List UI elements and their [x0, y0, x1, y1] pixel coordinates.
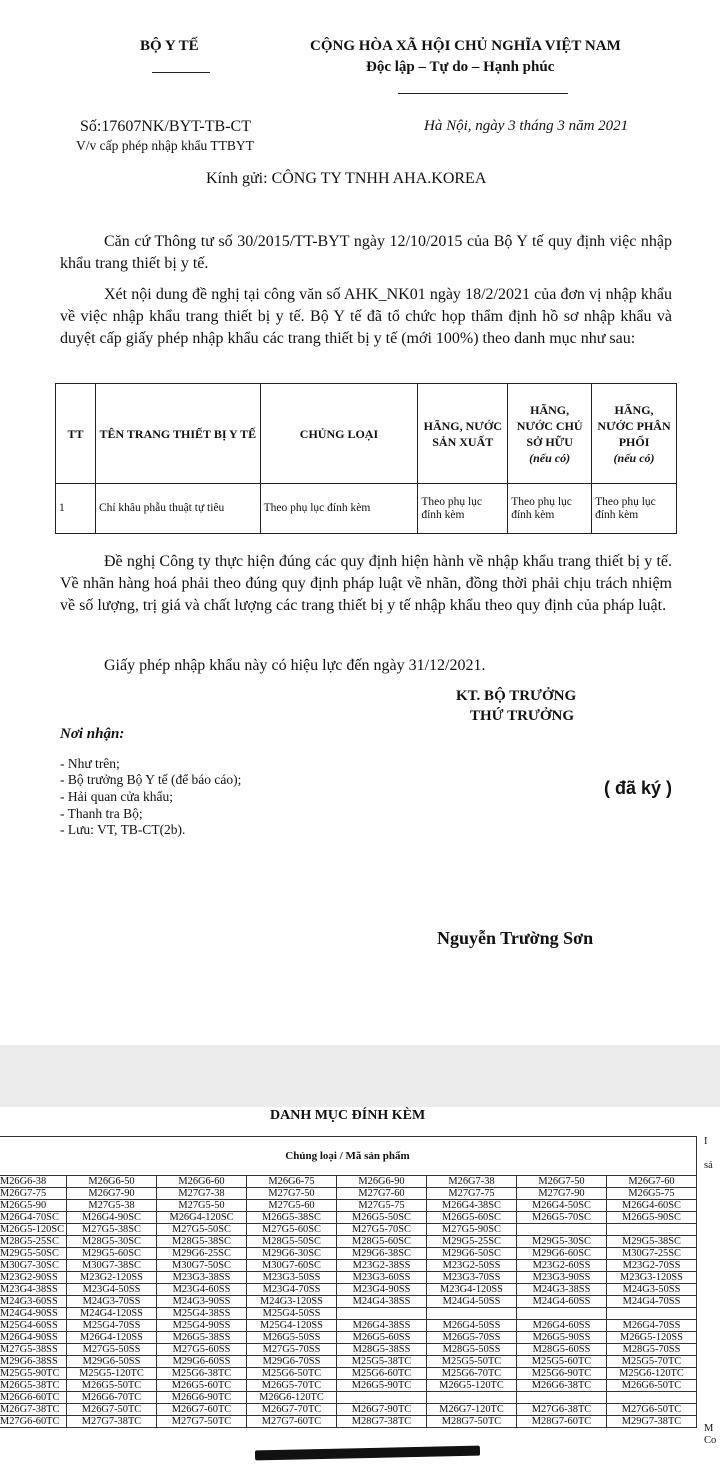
annex-cell: M30G7-25SC: [607, 1248, 697, 1260]
doc-subject: V/v cấp phép nhập khẩu TTBYT: [76, 138, 254, 153]
annex-cell: M26G5-60SS: [337, 1332, 427, 1344]
cell-owner: Theo phụ lục đính kèm: [508, 484, 592, 534]
annex-cell: M24G3-50SS: [607, 1284, 697, 1296]
annex-cell: M26G4-90SS: [0, 1332, 67, 1344]
annex-cell: M25G5-38TC: [337, 1356, 427, 1368]
recipient-item: - Hải quan cửa khẩu;: [60, 789, 174, 804]
annex-cell: M23G4-60SS: [157, 1284, 247, 1296]
annex-row: [0, 1380, 697, 1392]
annex-row: [0, 1188, 697, 1200]
annex-cell: M26G5-120TC: [427, 1380, 517, 1392]
annex-cell: M24G3-120SS: [247, 1296, 337, 1308]
annex-cell: [337, 1392, 427, 1404]
cell-device-name: Chỉ khâu phẫu thuật tự tiêu: [95, 484, 260, 534]
annex-cell: M28G5-38SC: [157, 1236, 247, 1248]
signer-name: Nguyễn Trường Sơn: [437, 928, 594, 948]
annex-row: [0, 1308, 697, 1320]
annex-cell: M23G2-60SS: [517, 1260, 607, 1272]
annex-cell: M27G5-38SS: [0, 1344, 67, 1356]
annex-row: [0, 1320, 697, 1332]
annex-cell: M24G4-60SS: [517, 1296, 607, 1308]
annex-cell: M26G6-120TC: [247, 1392, 337, 1404]
annex-cell: M28G5-60SC: [337, 1236, 427, 1248]
annex-cell: M29G7-38TC: [607, 1416, 697, 1428]
annex-cell: M30G7-50SC: [157, 1260, 247, 1272]
annex-cell: M29G6-70SS: [247, 1356, 337, 1368]
annex-cell: M24G4-90SS: [0, 1308, 67, 1320]
annex-cell: M26G5-50SC: [337, 1212, 427, 1224]
annex-cell: M26G5-70SS: [427, 1332, 517, 1344]
annex-cell: M24G4-70SS: [607, 1296, 697, 1308]
annex-cell: M28G5-25SC: [0, 1236, 67, 1248]
paragraph-review: Xét nội dung đề nghị tại công văn số AHK_NK01 ngày 18/2/2021 của đơn vị nhập khẩu về việc nhập khẩu trang thiết bị y tế. Bộ Y tế đã tổ chức họp thẩm định hồ sơ nhập khẩu và duyệt cấp giấy phép nhập khẩu các trang thiết bị y tế (mới 100%) theo danh mục như sau:: [60, 286, 672, 347]
annex-cell: M26G7-38TC: [0, 1404, 67, 1416]
annex-cell: M26G6-90TC: [157, 1392, 247, 1404]
annex-cell: M29G6-50SS: [67, 1356, 157, 1368]
annex-cell: M25G6-38TC: [157, 1368, 247, 1380]
annex-cell: M26G4-38SC: [427, 1200, 517, 1212]
annex-cell: M26G4-120SS: [67, 1332, 157, 1344]
annex-cell: M27G7-38: [157, 1188, 247, 1200]
annex-cell: M24G3-70SS: [67, 1296, 157, 1308]
annex-cell: M26G4-120SC: [157, 1212, 247, 1224]
annex-cell: M24G3-38SS: [517, 1284, 607, 1296]
header-divider-right: [398, 93, 568, 94]
annex-row: [0, 1404, 697, 1416]
annex-cell: M23G2-90SS: [0, 1272, 67, 1284]
recipient-item: - Thanh tra Bộ;: [60, 806, 143, 821]
annex-cell: M25G6-50TC: [247, 1368, 337, 1380]
annex-cell: M23G2-120SS: [67, 1272, 157, 1284]
header-category: CHỦNG LOẠI: [260, 384, 418, 484]
annex-cell: M26G7-90: [67, 1188, 157, 1200]
annex-cell: M26G4-70SC: [0, 1212, 67, 1224]
annex-cell: M26G5-120SC: [0, 1224, 67, 1236]
annex-row: [0, 1416, 697, 1428]
annex-row: [0, 1368, 697, 1380]
annex-cell: M26G6-90: [337, 1176, 427, 1188]
header-owner-label: HÃNG, NƯỚC CHỦ SỞ HỮU: [516, 402, 583, 449]
header-distributor-note: (nếu có): [613, 450, 655, 465]
annex-row: [0, 1248, 697, 1260]
annex-cell: M27G6-50TC: [607, 1404, 697, 1416]
annex-cell: M28G7-38TC: [337, 1416, 427, 1428]
annex-cell: M27G5-50SC: [157, 1224, 247, 1236]
annex-cell: M26G5-90SC: [607, 1212, 697, 1224]
annex-cell: M29G6-60SC: [517, 1248, 607, 1260]
cell-category: Theo phụ lục đính kèm: [260, 484, 418, 534]
annex-cell: M27G5-70SS: [247, 1344, 337, 1356]
annex-header-row: [0, 1137, 697, 1176]
annex-cell: M25G5-70TC: [607, 1356, 697, 1368]
annex-cell: [427, 1308, 517, 1320]
recipient-item: - Bộ trưởng Bộ Y tế (để báo cáo);: [60, 772, 242, 787]
annex-cell: M26G4-50SC: [517, 1200, 607, 1212]
annex-cell: M26G5-70TC: [247, 1380, 337, 1392]
annex-cell: M26G4-60SS: [517, 1320, 607, 1332]
header-owner: [508, 384, 592, 484]
annex-cell: M26G5-60SC: [427, 1212, 517, 1224]
annex-cell: M26G6-75: [247, 1176, 337, 1188]
license-table: [55, 383, 677, 534]
annex-cell: M27G7-75: [427, 1188, 517, 1200]
annex-cell: M27G6-60TC: [0, 1416, 67, 1428]
annex-row: [0, 1260, 697, 1272]
annex-cell: M23G4-120SS: [427, 1284, 517, 1296]
cell-manufacturer: Theo phụ lục đính kèm: [418, 484, 508, 534]
annex-cell: M26G7-60TC: [157, 1404, 247, 1416]
annex-cell: M27G5-60SC: [247, 1224, 337, 1236]
annex-cell: M28G7-60TC: [517, 1416, 607, 1428]
annex-cell: M23G4-70SS: [247, 1284, 337, 1296]
annex-edge-label: I: [704, 1136, 708, 1147]
annex-cell: M26G7-60: [607, 1176, 697, 1188]
annex-cell: M26G4-90SC: [67, 1212, 157, 1224]
annex-cell: [517, 1308, 607, 1320]
annex-cell: M27G5-38: [67, 1200, 157, 1212]
annex-cell: M26G4-50SS: [427, 1320, 517, 1332]
annex-cell: [337, 1308, 427, 1320]
recipient-item: - Lưu: VT, TB-CT(2b).: [60, 822, 186, 837]
annex-cell: M26G7-75: [0, 1188, 67, 1200]
annex-cell: M30G7-60SC: [247, 1260, 337, 1272]
annex-cell: M27G7-60: [337, 1188, 427, 1200]
annex-cell: [607, 1308, 697, 1320]
annex-cell: M26G5-60TC: [157, 1380, 247, 1392]
annex-cell: M29G6-38SS: [0, 1356, 67, 1368]
annex-cell: M28G5-50SC: [247, 1236, 337, 1248]
annex-cell: M29G5-30SC: [517, 1236, 607, 1248]
redaction-mark: [255, 1446, 480, 1461]
annex-cell: M25G4-50SS: [247, 1308, 337, 1320]
recipients-label: Nơi nhận:: [60, 726, 125, 742]
page-separator: [0, 1045, 720, 1107]
annex-cell: M25G6-70TC: [427, 1368, 517, 1380]
annex-cell: M26G5-120SS: [607, 1332, 697, 1344]
header-owner-note: (nếu có): [529, 450, 571, 465]
annex-cell: M23G4-90SS: [337, 1284, 427, 1296]
annex-cell: M25G4-120SS: [247, 1320, 337, 1332]
annex-cell: M29G6-30SC: [247, 1248, 337, 1260]
annex-cell: M30G7-30SC: [0, 1260, 67, 1272]
annex-cell: [607, 1392, 697, 1404]
annex-cell: M25G4-60SS: [0, 1320, 67, 1332]
annex-row: [0, 1344, 697, 1356]
annex-cell: M26G5-38SS: [157, 1332, 247, 1344]
annex-row: [0, 1392, 697, 1404]
annex-cell: M25G6-90TC: [517, 1368, 607, 1380]
annex-cell: M26G5-90: [0, 1200, 67, 1212]
annex-cell: M25G5-90TC: [0, 1368, 67, 1380]
annex-cell: M23G3-38SS: [157, 1272, 247, 1284]
annex-row: [0, 1200, 697, 1212]
annex-cell: M25G5-60TC: [517, 1356, 607, 1368]
header-divider-left: [152, 72, 210, 73]
annex-cell: M23G2-50SS: [427, 1260, 517, 1272]
annex-cell: M28G5-30SC: [67, 1236, 157, 1248]
annex-cell: M26G7-50: [517, 1176, 607, 1188]
motto: Độc lập – Tự do – Hạnh phúc: [366, 59, 555, 75]
signer-subtitle: THỨ TRƯỞNG: [470, 708, 575, 724]
annex-cell: M26G7-50TC: [67, 1404, 157, 1416]
nation-title: CỘNG HÒA XÃ HỘI CHỦ NGHĨA VIỆT NAM: [310, 38, 621, 54]
annex-cell: M26G7-38: [427, 1176, 517, 1188]
annex-cell: M25G5-50TC: [427, 1356, 517, 1368]
annex-cell: M24G3-90SS: [157, 1296, 247, 1308]
header-manufacturer: HÃNG, NƯỚC SẢN XUẤT: [418, 384, 508, 484]
annex-cell: M26G5-50SS: [247, 1332, 337, 1344]
table-row: [56, 484, 677, 534]
annex-cell: M27G7-90: [517, 1188, 607, 1200]
annex-row: [0, 1224, 697, 1236]
annex-edge-label: Co: [704, 1435, 717, 1446]
annex-cell: M26G6-60: [157, 1176, 247, 1188]
annex-cell: M23G3-70SS: [427, 1272, 517, 1284]
annex-cell: M26G7-120TC: [427, 1404, 517, 1416]
annex-row: [0, 1356, 697, 1368]
annex-cell: M26G4-60SC: [607, 1200, 697, 1212]
annex-cell: M24G4-38SS: [337, 1296, 427, 1308]
annex-cell: M23G3-120SS: [607, 1272, 697, 1284]
place-date: Hà Nội, ngày 3 tháng 3 năm 2021: [424, 118, 629, 134]
annex-cell: [427, 1392, 517, 1404]
annex-cell: M23G2-38SS: [337, 1260, 427, 1272]
paragraph-validity: Giấy phép nhập khẩu này có hiệu lực đến ngày 31/12/2021.: [104, 657, 486, 674]
annex-cell: M27G7-50TC: [157, 1416, 247, 1428]
annex-cell: M29G6-38SC: [337, 1248, 427, 1260]
annex-cell: M26G6-38TC: [517, 1380, 607, 1392]
annex-cell: M27G5-50: [157, 1200, 247, 1212]
ministry-name: BỘ Y TẾ: [140, 38, 199, 54]
header-distributor-label: HÃNG, NƯỚC PHÂN PHỐI: [597, 402, 671, 449]
annex-cell: M26G5-70SC: [517, 1212, 607, 1224]
annex-cell: M26G6-50TC: [607, 1380, 697, 1392]
annex-cell: M29G6-50SC: [427, 1248, 517, 1260]
annex-cell: M26G7-90TC: [337, 1404, 427, 1416]
annex-edge-label: M: [704, 1423, 714, 1434]
annex-cell: M23G3-90SS: [517, 1272, 607, 1284]
annex-cell: M29G5-25SC: [427, 1236, 517, 1248]
annex-row: [0, 1296, 697, 1308]
annex-row: [0, 1272, 697, 1284]
annex-cell: M27G5-38SC: [67, 1224, 157, 1236]
annex-cell: M27G7-60TC: [247, 1416, 337, 1428]
annex-cell: M26G5-38TC: [0, 1380, 67, 1392]
annex-cell: M23G4-50SS: [67, 1284, 157, 1296]
annex-cell: M23G2-70SS: [607, 1260, 697, 1272]
paragraph-legal-basis: Căn cứ Thông tư số 30/2015/TT-BYT ngày 12/10/2015 của Bộ Y tế quy định việc nhập khẩu trang thiết bị y tế.: [60, 233, 672, 272]
annex-row: [0, 1236, 697, 1248]
header-distributor: [592, 384, 677, 484]
annex-row: [0, 1176, 697, 1188]
paragraph-requirements: Đề nghị Công ty thực hiện đúng các quy định hiện hành về nhập khẩu trang thiết bị y tế. Về nhãn hàng hoá phải theo đúng quy định pháp luật về nhãn, đồng thời phải chịu trách nhiệm về số lượng, trị giá và chất lượng các trang thiết bị y tế nhập khẩu theo quy định của pháp luật.: [60, 553, 672, 614]
annex-cell: M26G6-60TC: [0, 1392, 67, 1404]
annex-cell: M27G5-90SC: [427, 1224, 517, 1236]
annex-cell: M26G6-70TC: [67, 1392, 157, 1404]
annex-cell: [517, 1224, 607, 1236]
doc-number: Số:17607NK/BYT-TB-CT: [80, 118, 251, 135]
annex-cell: M26G5-90SS: [517, 1332, 607, 1344]
signer-title: KT. BỘ TRƯỞNG: [456, 688, 577, 704]
annex-cell: M24G4-120SS: [67, 1308, 157, 1320]
recipient-item: - Như trên;: [60, 756, 120, 771]
annex-cell: M25G6-60TC: [337, 1368, 427, 1380]
annex-cell: M26G5-90TC: [337, 1380, 427, 1392]
annex-cell: M26G4-38SS: [337, 1320, 427, 1332]
annex-cell: M26G6-50: [67, 1176, 157, 1188]
annex-cell: M24G4-50SS: [427, 1296, 517, 1308]
annex-cell: M23G3-60SS: [337, 1272, 427, 1284]
annex-cell: M28G5-70SS: [607, 1344, 697, 1356]
annex-cell: M25G4-90SS: [157, 1320, 247, 1332]
annex-title: DANH MỤC ĐÍNH KÈM: [270, 1108, 426, 1123]
recipient: Kính gửi: CÔNG TY TNHH AHA.KOREA: [206, 170, 487, 187]
annex-cell: M28G7-50TC: [427, 1416, 517, 1428]
annex-cell: M27G7-50: [247, 1188, 337, 1200]
annex-cell: M25G4-70SS: [67, 1320, 157, 1332]
annex-edge-label: sả: [704, 1160, 713, 1171]
annex-cell: M29G5-60SC: [67, 1248, 157, 1260]
annex-cell: M28G5-38SS: [337, 1344, 427, 1356]
license-table-header: [56, 384, 677, 484]
annex-cell: M23G4-38SS: [0, 1284, 67, 1296]
annex-cell: M26G6-38: [0, 1176, 67, 1188]
annex-cell: M25G4-38SS: [157, 1308, 247, 1320]
annex-cell: M27G5-75: [337, 1200, 427, 1212]
annex-cell: M29G5-38SC: [607, 1236, 697, 1248]
annex-cell: M26G7-70TC: [247, 1404, 337, 1416]
annex-cell: M28G5-60SS: [517, 1344, 607, 1356]
annex-cell: M25G6-120TC: [607, 1368, 697, 1380]
annex-cell: [607, 1224, 697, 1236]
cell-distributor: Theo phụ lục đính kèm: [592, 484, 677, 534]
annex-cell: M27G5-70SC: [337, 1224, 427, 1236]
annex-row: [0, 1332, 697, 1344]
annex-header: Chủng loại / Mã sản phẩm: [0, 1137, 697, 1176]
annex-row: [0, 1284, 697, 1296]
annex-cell: M27G7-38TC: [67, 1416, 157, 1428]
annex-cell: M30G7-38SC: [67, 1260, 157, 1272]
annex-cell: M26G5-50TC: [67, 1380, 157, 1392]
annex-table: [0, 1136, 697, 1428]
annex-cell: M27G5-60SS: [157, 1344, 247, 1356]
header-tt: TT: [56, 384, 96, 484]
annex-cell: M26G5-75: [607, 1188, 697, 1200]
annex-cell: M29G5-50SC: [0, 1248, 67, 1260]
annex-cell: M26G4-70SS: [607, 1320, 697, 1332]
annex-cell: M28G5-50SS: [427, 1344, 517, 1356]
annex-cell: M27G5-50SS: [67, 1344, 157, 1356]
annex-cell: M25G5-120TC: [67, 1368, 157, 1380]
annex-cell: M24G3-60SS: [0, 1296, 67, 1308]
header-device-name: TÊN TRANG THIẾT BỊ Y TẾ: [95, 384, 260, 484]
annex-cell: [517, 1392, 607, 1404]
annex-cell: M29G6-60SS: [157, 1356, 247, 1368]
annex-cell: M29G6-25SC: [157, 1248, 247, 1260]
annex-cell: M27G6-38TC: [517, 1404, 607, 1416]
annex-cell: M26G5-38SC: [247, 1212, 337, 1224]
annex-cell: M27G5-60: [247, 1200, 337, 1212]
annex-cell: M23G3-50SS: [247, 1272, 337, 1284]
annex-row: [0, 1212, 697, 1224]
cell-tt: 1: [56, 484, 96, 534]
signed-mark: ( đã ký ): [604, 778, 673, 798]
